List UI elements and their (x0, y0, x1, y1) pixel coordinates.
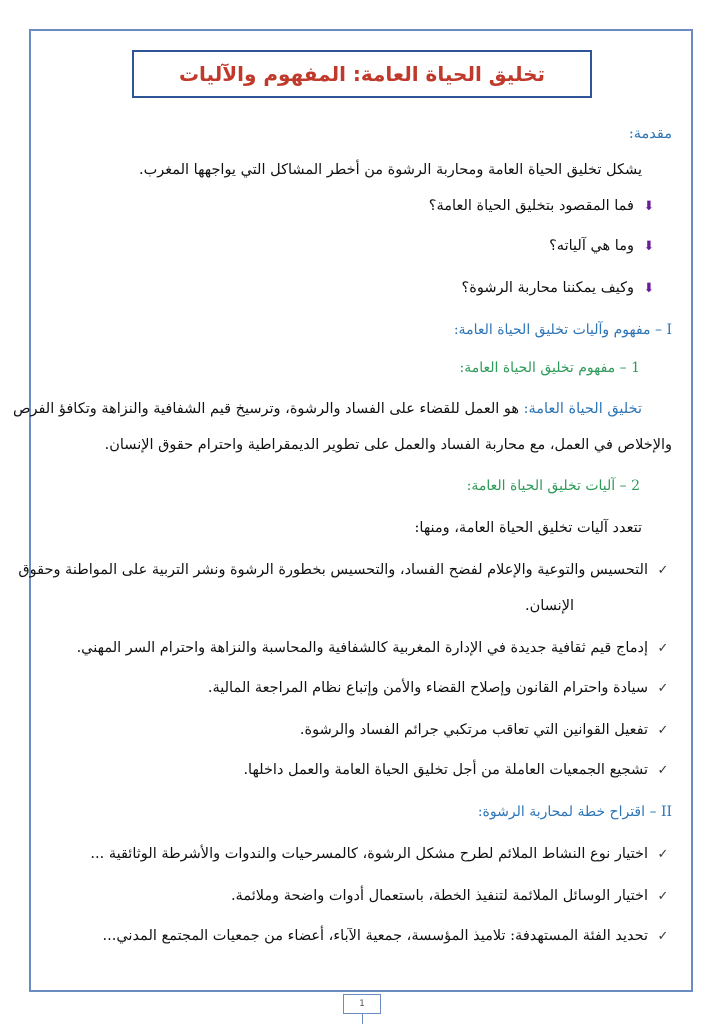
checkmark-icon: ✓ (657, 681, 669, 696)
definition-term: تخليق الحياة العامة: (523, 401, 642, 417)
intro-label: مقدمة: (628, 126, 672, 142)
checkmark-icon: ✓ (657, 889, 669, 904)
list-item: ✓سيادة واحترام القانون وإصلاح القضاء والأمن وإتباع نظام المراجعة المالية. (208, 680, 672, 696)
question-item: ⬇وكيف يمكننا محاربة الرشوة؟ (462, 280, 658, 296)
intro-text: يشكل تخليق الحياة العامة ومحاربة الرشوة من أخطر المشاكل التي يواجهها المغرب. (138, 162, 642, 178)
checkmark-icon: ✓ (657, 929, 669, 944)
list-item: ✓تفعيل القوانين التي تعاقب مرتكبي جرائم الفساد والرشوة. (300, 722, 672, 738)
question-item: ⬇فما المقصود بتخليق الحياة العامة؟ (429, 198, 658, 214)
checkmark-icon: ✓ (657, 641, 669, 656)
page-number: 1 (343, 994, 381, 1014)
page-title: تخليق الحياة العامة: المفهوم والآليات (178, 62, 546, 86)
list-item: ✓تشجيع الجمعيات العاملة من أجل تخليق الحياة العامة والعمل داخلها. (243, 762, 672, 778)
list-item: ✓إدماج قيم ثقافية جديدة في الإدارة المغربية كالشفافية والمحاسبة والنزاهة واحترام السر المهني. (77, 640, 672, 656)
subsection-1-heading: 1 – مفهوم تخليق الحياة العامة: (459, 360, 640, 376)
arrow-down-icon: ⬇ (643, 239, 655, 254)
question-item: ⬇وما هي آلياته؟ (549, 238, 658, 254)
subsection-2-heading: 2 – آليات تخليق الحياة العامة: (466, 478, 640, 494)
checkmark-icon: ✓ (657, 763, 669, 778)
arrow-down-icon: ⬇ (643, 281, 655, 296)
arrow-down-icon: ⬇ (643, 199, 655, 214)
list-item: ✓التحسيس والتوعية والإعلام لفضح الفساد، والتحسيس بخطورة الرشوة ونشر التربية على المواطنة وحقوق (18, 562, 672, 578)
section-1-heading: I – مفهوم وآليات تخليق الحياة العامة: (453, 322, 672, 338)
section-2-heading: II – اقتراح خطة لمحاربة الرشوة: (477, 804, 672, 820)
definition-line-2: والإخلاص في العمل، مع محاربة الفساد والعمل على تطوير الديمقراطية واحترام حقوق الإنسان. (104, 437, 672, 453)
mechanisms-intro: تتعدد آليات تخليق الحياة العامة، ومنها: (414, 520, 642, 536)
title-box (132, 50, 592, 98)
list-item-continuation: الإنسان. (525, 598, 574, 614)
checkmark-icon: ✓ (657, 563, 669, 578)
list-item: ✓اختيار نوع النشاط الملائم لطرح مشكل الرشوة، كالمسرحيات والندوات والأشرطة الوثائقية ... (90, 846, 672, 862)
checkmark-icon: ✓ (657, 847, 669, 862)
list-item: ✓تحديد الفئة المستهدفة: تلاميذ المؤسسة، جمعية الآباء، أعضاء من جمعيات المجتمع المدني... (103, 928, 673, 944)
definition-line-1: تخليق الحياة العامة: هو العمل للقضاء على الفساد والرشوة، وترسيخ قيم الشفافية والنزاهة وتكافؤ الفرص (12, 401, 642, 417)
page-number-tick (362, 1014, 363, 1024)
checkmark-icon: ✓ (657, 723, 669, 738)
list-item: ✓اختيار الوسائل الملائمة لتنفيذ الخطة، باستعمال أدوات واضحة وملائمة. (231, 888, 672, 904)
